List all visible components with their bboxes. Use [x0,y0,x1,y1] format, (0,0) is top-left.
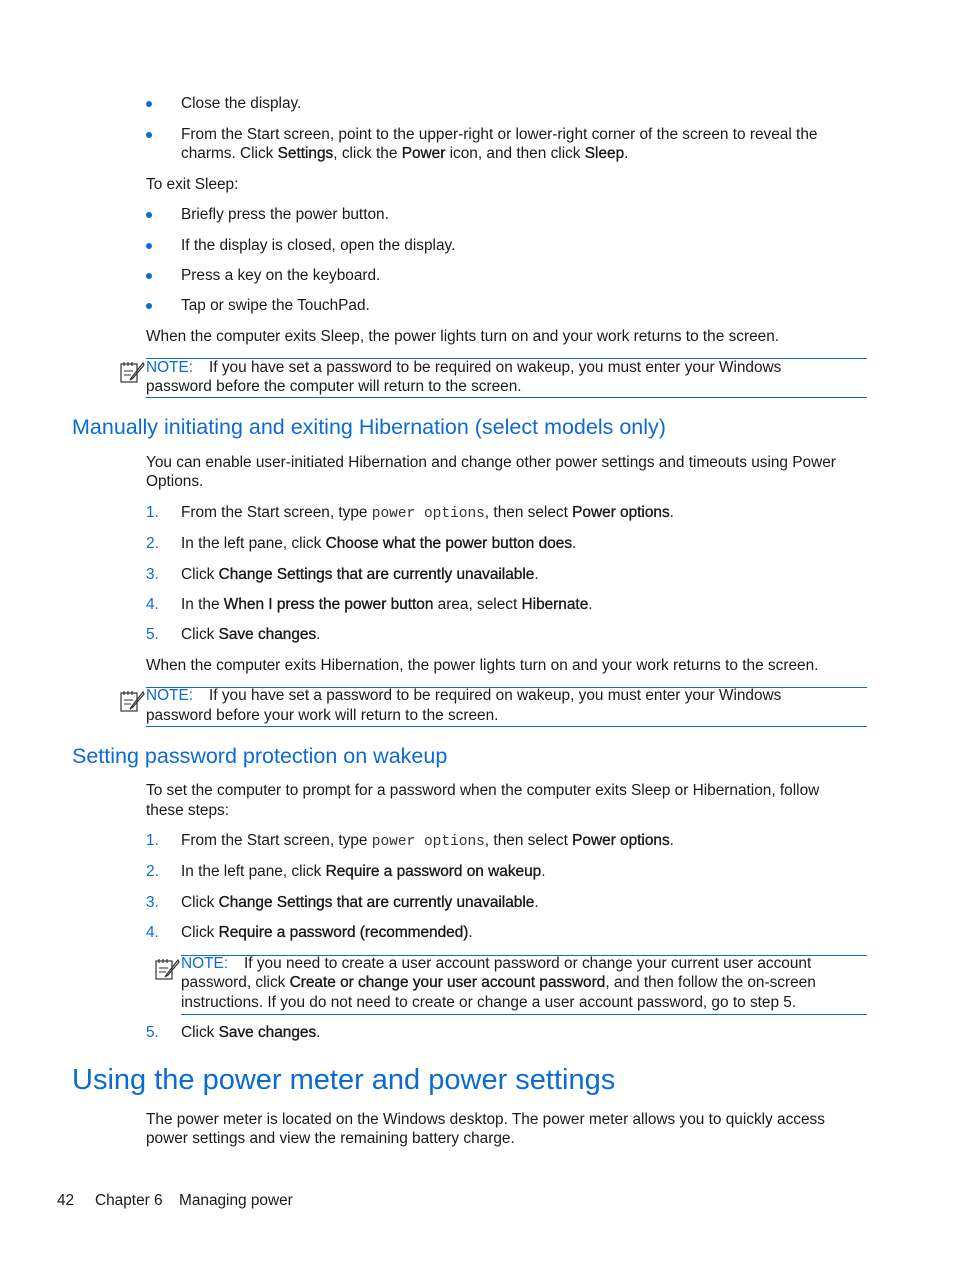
step-number: 3. [146,566,159,583]
step-item: In the left pane, click Require a password on wakeup. [181,863,546,880]
section-heading-hibernation: Manually initiating and exiting Hibernation (select models only) [72,415,666,439]
paragraph: When the computer exits Sleep, the power lights turn on and your work returns to the screen. [146,328,780,345]
ui-term: Change Settings that are currently unavailable [218,894,535,911]
ui-term: Change Settings that are currently unavailable [218,566,535,583]
footer-chapter-title: Managing power [179,1192,293,1209]
section-heading-power-meter: Using the power meter and power settings [72,1064,616,1096]
note-text: password before the computer will return to the screen. [146,378,522,395]
step-number: 1. [146,832,159,849]
page-number: 42 [57,1192,75,1209]
note-pencil-icon [119,689,145,713]
ui-term: Create or change your user account password [289,974,606,991]
step-number: 5. [146,626,159,643]
ui-term: Choose what the power button does [325,535,573,552]
step-number: 3. [146,894,159,911]
step-item: Click Require a password (recommended). [181,924,473,941]
ui-term: When I press the power button [223,596,434,613]
bullet-item: charms. Click Settings, click the Power icon, and then click Sleep. [181,145,629,162]
code-text: power options [371,834,485,850]
note-pencil-icon [154,957,180,981]
step-number: 4. [146,596,159,613]
bullet-dot [146,101,152,107]
paragraph: power settings and view the remaining battery charge. [146,1130,515,1147]
step-number: 2. [146,535,159,552]
ui-term: Hibernate [521,596,589,613]
note-text: instructions. If you do not need to create or change a user account password, go to step 5. [181,994,797,1011]
note-text: NOTE: If you have set a password to be required on wakeup, you must enter your Windows [146,687,782,704]
footer-chapter: Chapter 6 [95,1192,163,1209]
note-bottom-rule [181,1014,867,1015]
bullet-dot [146,132,152,138]
step-item: In the left pane, click Choose what the power button does. [181,535,577,552]
step-number: 5. [146,1024,159,1041]
bullet-item: From the Start screen, point to the upper-right or lower-right corner of the screen to reveal the [181,126,818,143]
step-item: From the Start screen, type power options, then select Power options. [181,504,674,522]
paragraph: these steps: [146,802,229,819]
step-item: From the Start screen, type power options, then select Power options. [181,832,674,850]
bullet-item: Tap or swipe the TouchPad. [181,297,370,314]
bullet-dot [146,303,152,309]
ui-term: Power [401,145,446,162]
step-number: 1. [146,504,159,521]
bullet-dot [146,273,152,279]
step-number: 2. [146,863,159,880]
paragraph: To set the computer to prompt for a password when the computer exits Sleep or Hibernation, follow [146,782,820,799]
ui-term: Settings [277,145,334,162]
ui-term: Save changes [218,1024,317,1041]
ui-term: Sleep [584,145,625,162]
paragraph: You can enable user-initiated Hibernation and change other power settings and timeouts using Power [146,454,836,471]
bullet-dot [146,212,152,218]
note-label: NOTE: [146,359,194,376]
bullet-item: Close the display. [181,95,302,112]
ui-term: Save changes [218,626,317,643]
step-item: Click Change Settings that are currently unavailable. [181,566,539,583]
note-bottom-rule [146,397,867,398]
paragraph: To exit Sleep: [146,176,239,193]
bullet-item: If the display is closed, open the display. [181,237,456,254]
paragraph: Options. [146,473,204,490]
step-item: Click Save changes. [181,626,321,643]
note-pencil-icon [119,360,145,384]
step-number: 4. [146,924,159,941]
note-text: NOTE: If you need to create a user account password or change your current user account [181,955,812,972]
step-item: Click Save changes. [181,1024,321,1041]
paragraph: When the computer exits Hibernation, the power lights turn on and your work returns to the screen. [146,657,819,674]
step-item: In the When I press the power button area, select Hibernate. [181,596,593,613]
step-item: Click Change Settings that are currently unavailable. [181,894,539,911]
note-label: NOTE: [181,955,229,972]
note-label: NOTE: [146,687,194,704]
ui-term: Power options [572,832,670,849]
section-heading-password: Setting password protection on wakeup [72,744,448,768]
ui-term: Require a password on wakeup [325,863,542,880]
ui-term: Require a password (recommended) [218,924,469,941]
code-text: power options [371,506,485,522]
note-text: NOTE: If you have set a password to be required on wakeup, you must enter your Windows [146,359,782,376]
paragraph: The power meter is located on the Windows desktop. The power meter allows you to quickly access [146,1111,825,1128]
note-text: password before your work will return to the screen. [146,707,499,724]
bullet-item: Briefly press the power button. [181,206,389,223]
bullet-item: Press a key on the keyboard. [181,267,381,284]
note-bottom-rule [146,726,867,727]
bullet-dot [146,243,152,249]
note-text: password, click Create or change your user account password, and then follow the on-screen [181,974,816,991]
ui-term: Power options [572,504,670,521]
